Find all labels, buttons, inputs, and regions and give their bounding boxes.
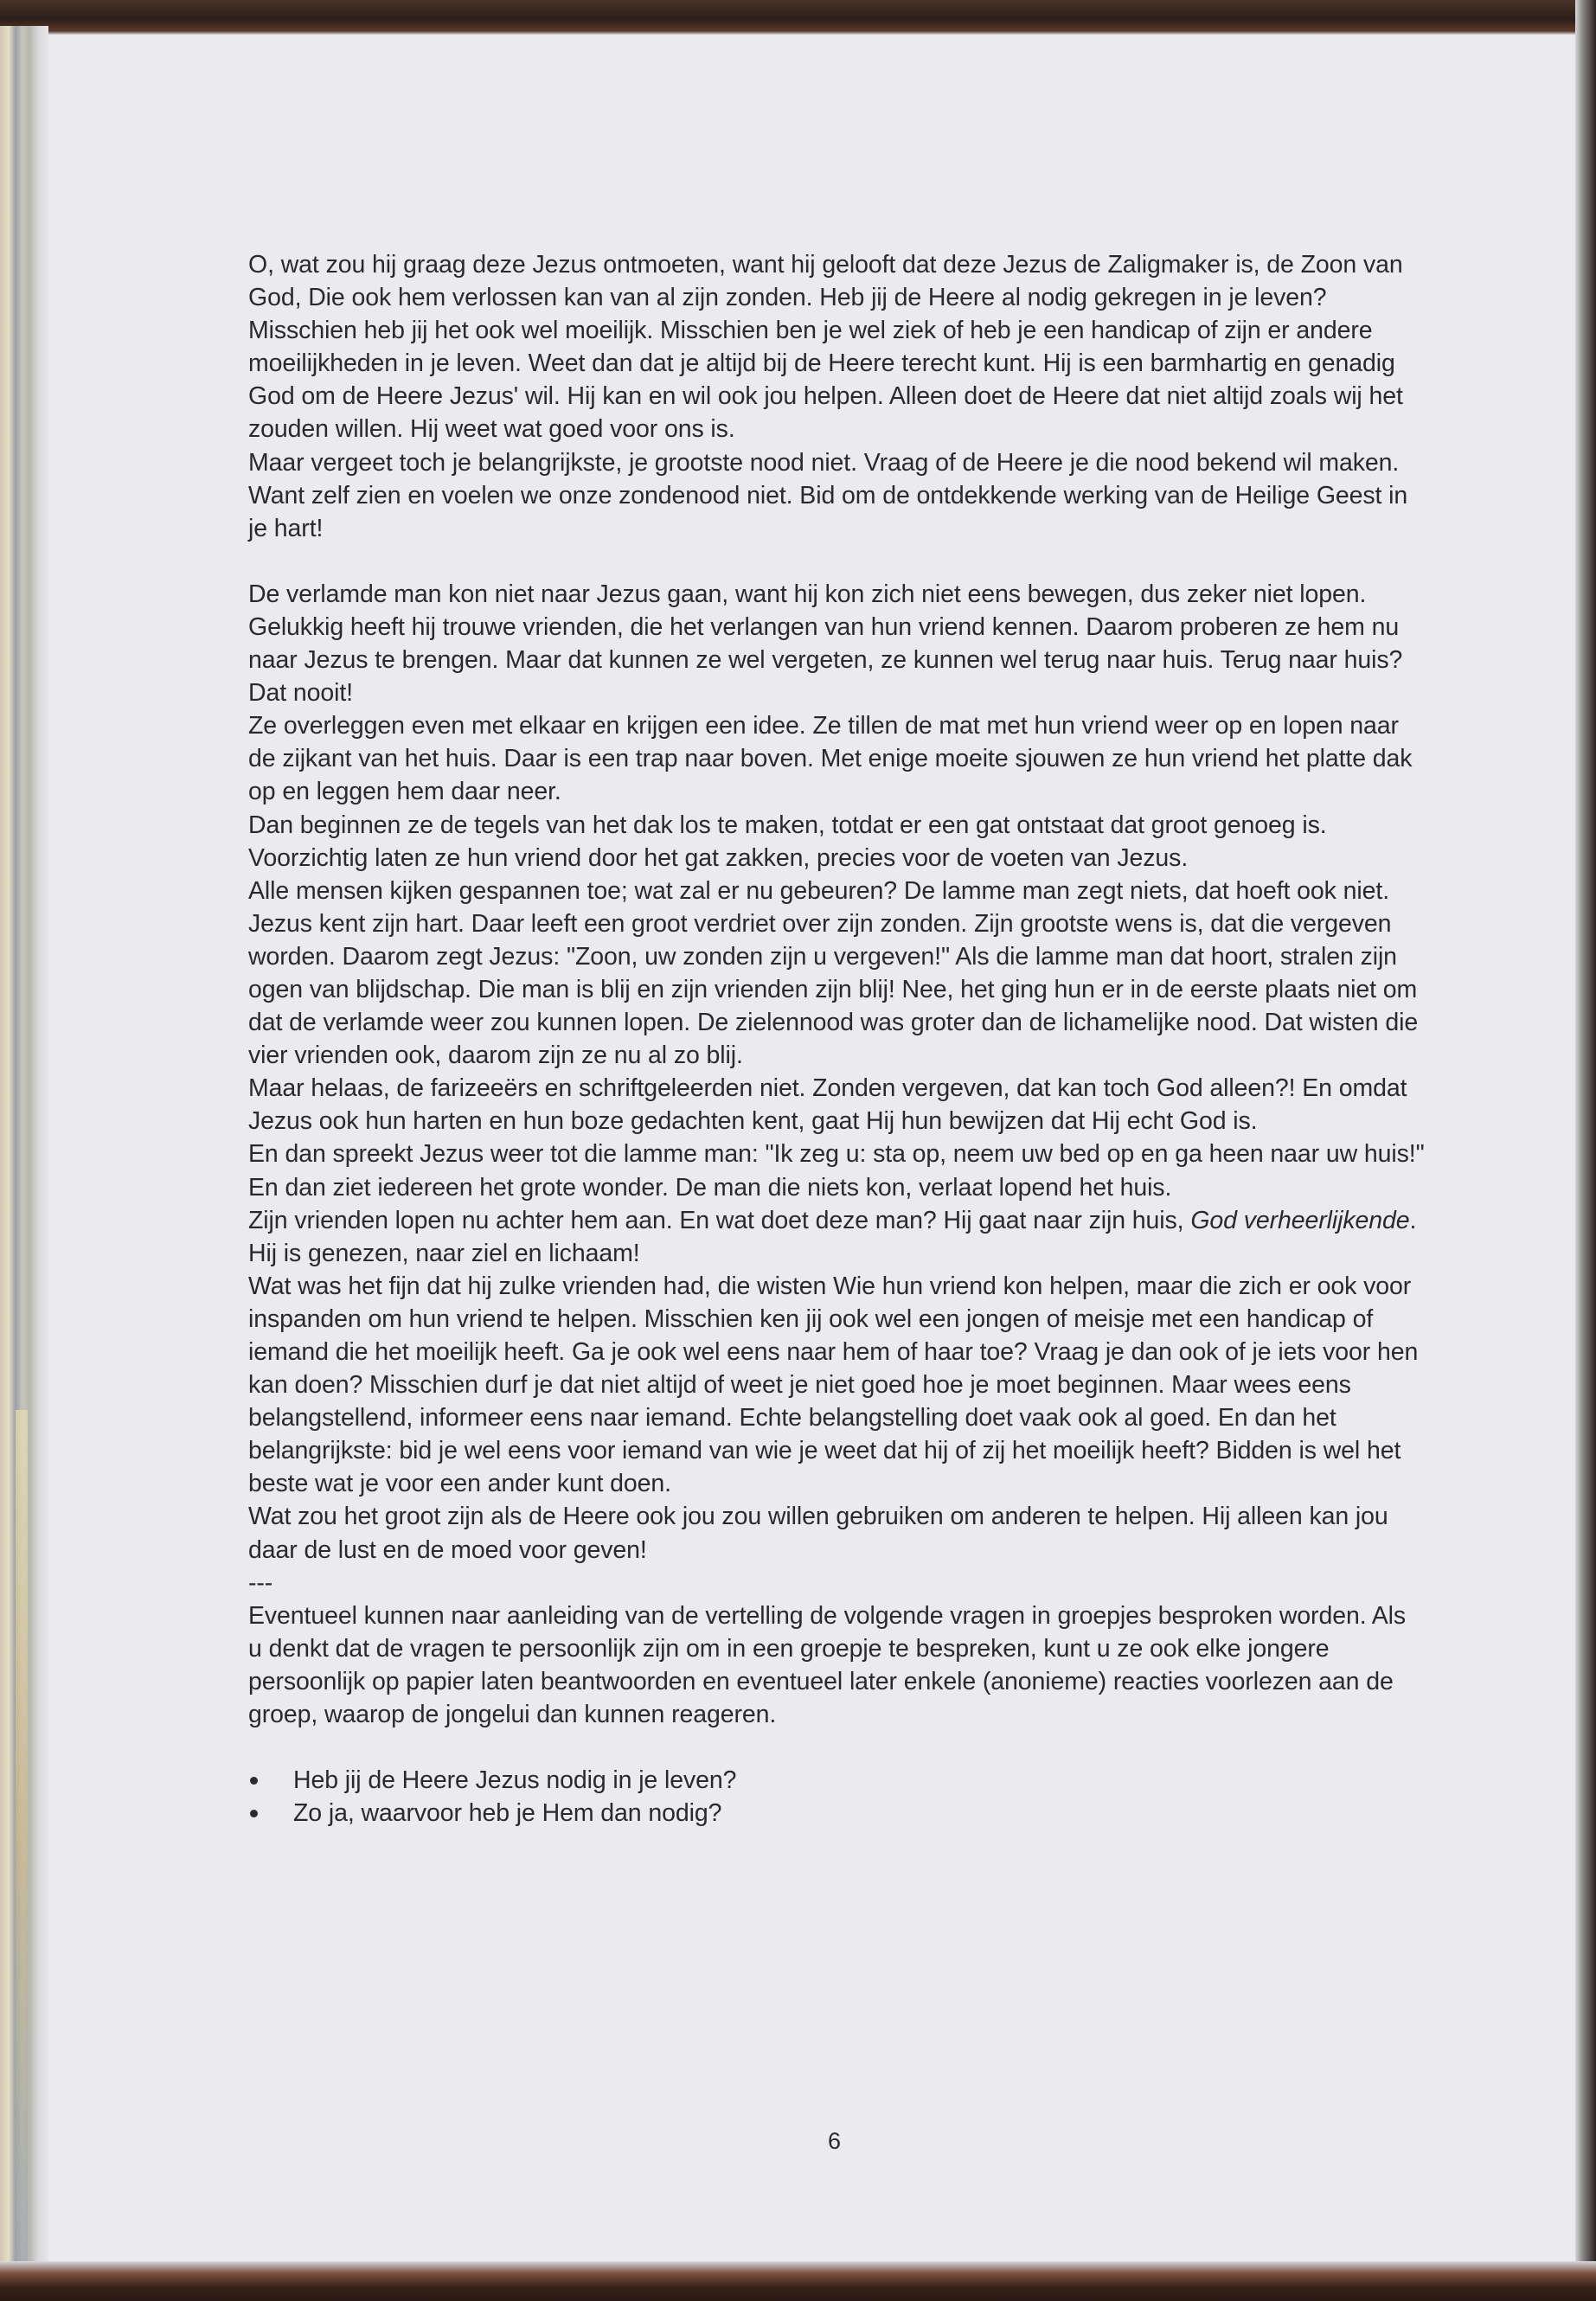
paragraph: Wat zou het groot zijn als de Heere ook jou zou willen gebruiken om anderen te helpen. Hij alleen kan jou daar de lust en de moed voor geven! [248, 1503, 1388, 1564]
bullet-icon [250, 1777, 258, 1785]
page-content [248, 248, 1425, 1830]
book-right-edge [1575, 0, 1596, 2301]
paragraph: Maar vergeet toch je belangrijkste, je grootste nood niet. Vraag of de Heere je die nood bekend wil maken. Want zelf zien en voelen we onze zondenood niet. Bid om de ontdekkende werking van de Heilige Geest in je hart! [248, 448, 1408, 542]
list-item [248, 1797, 1425, 1830]
separator: --- [248, 1568, 273, 1597]
bullet-icon [250, 1810, 258, 1817]
book-binding [0, 26, 48, 2275]
binding-strip [16, 1410, 28, 2275]
paragraph: Dan beginnen ze de tegels van het dak los te maken, totdat er een gat ontstaat dat groot genoeg is. Voorzichtig laten ze hun vriend door het gat zakken, precies voor de voeten van Jezus. [248, 811, 1327, 872]
paragraph: Ze overleggen even met elkaar en krijgen een idee. Ze tillen de mat met hun vriend weer op en lopen naar de zijkant van het huis. Daar is een trap naar boven. Met enige moeite sjouwen ze hun vriend het platte dak op en leggen hem daar neer. [248, 712, 1413, 806]
page-number: 6 [828, 2128, 842, 2154]
paragraph: Wat was het fijn dat hij zulke vrienden had, die wisten Wie hun vriend kon helpen, maar die zich er ook voor inspanden om hun vriend te helpen. Misschien ken jij ook wel een jongen of meisje met een handicap of iemand die het moeilijk heeft. Ga je ook wel eens naar hem of haar toe? Vraag je dan ook of je iets voor hen kan doen? Misschien durf je dat niet altijd of weet je niet goed hoe je moet beginnen. Maar wees eens belangstellend, informeer eens naar iemand. Echte belangstelling doet vaak ook al goed. En dan het belangrijkste: bid je wel eens voor iemand van wie je weet dat hij of zij het moeilijk heeft? Bidden is wel het beste wat je voor een ander kunt doen. [248, 1272, 1419, 1498]
paragraph-with-italic [248, 1204, 1425, 1270]
paragraph-gap [248, 545, 1425, 578]
text-run: Zijn vrienden lopen nu achter hem aan. En wat doet deze man? Hij gaat naar zijn huis, [248, 1206, 1191, 1234]
list-item-text: Heb jij de Heere Jezus nodig in je leven? [293, 1766, 737, 1795]
book-bottom-edge [0, 2261, 1596, 2301]
list-item [248, 1764, 1425, 1797]
question-list [248, 1764, 1425, 1830]
paragraph: Alle mensen kijken gespannen toe; wat zal er nu gebeuren? De lamme man zegt niets, dat hoeft ook niet. Jezus kent zijn hart. Daar leeft een groot verdriet over zijn zonden. Zijn grootste wens is, dat die vergeven worden. Daarom zegt Jezus: "Zoon, uw zonden zijn u vergeven!" Als die lamme man dat hoort, stralen zijn ogen van blijdschap. Die man is blij en zijn vrienden zijn blij! Nee, het ging hun er in de eerste plaats niet om dat de verlamde weer zou kunnen lopen. De zielennood was groter dan de lichamelijke nood. Dat wisten die vier vrienden ook, daarom zijn ze nu al zo blij. [248, 876, 1419, 1070]
italic-text: God verheerlijkende [1190, 1206, 1410, 1234]
paragraph: Maar helaas, de farizeeërs en schriftgeleerden niet. Zonden vergeven, dat kan toch God alleen?! En omdat Jezus ook hun harten en hun boze gedachten kent, gaat Hij hun bewijzen dat Hij echt God is. [248, 1074, 1407, 1136]
paragraph: O, wat zou hij graag deze Jezus ontmoeten, want hij gelooft dat deze Jezus de Zaligmaker is, de Zoon van God, Die ook hem verlossen kan van al zijn zonden. Heb jij de Heere al nodig gekregen in je leven? Misschien heb jij het ook wel moeilijk. Misschien ben je wel ziek of heb je een handicap of zijn er andere moeilijkheden in je leven. Weet dan dat je altijd bij de Heere terecht kunt. Hij is een barmhartig en genadig God om de Heere Jezus' wil. Hij kan en wil ook jou helpen. Alleen doet de Heere dat niet altijd zoals wij het zouden willen. Hij weet wat goed voor ons is. [248, 251, 1403, 444]
paragraph: Eventueel kunnen naar aanleiding van de vertelling de volgende vragen in groepjes besproken worden. Als u denkt dat de vragen te persoonlijk zijn om in een groepje te bespreken, kunt u ze ook elke jongere persoonlijk op papier laten beantwoorden en eventueel later enkele (anonieme) reacties voorlezen aan de groep, waarop de jongelui dan kunnen reageren. [248, 1601, 1407, 1729]
text-run: . Hij is genezen, naar ziel en lichaam! [248, 1206, 1417, 1267]
paragraph: En dan spreekt Jezus weer tot die lamme man: "Ik zeg u: sta op, neem uw bed op en ga heen naar uw huis!" En dan ziet iedereen het grote wonder. De man die niets kon, verlaat lopend het huis. [248, 1140, 1425, 1202]
list-item-text: Zo ja, waarvoor heb je Hem dan nodig? [293, 1799, 722, 1828]
paragraph: De verlamde man kon niet naar Jezus gaan, want hij kon zich niet eens bewegen, dus zeker niet lopen. Gelukkig heeft hij trouwe vrienden, die het verlangen van hun vriend kennen. Daarom proberen ze hem nu naar Jezus te brengen. Maar dat kunnen ze wel vergeten, ze kunnen wel terug naar huis. Terug naar huis? Dat nooit! [248, 580, 1403, 708]
